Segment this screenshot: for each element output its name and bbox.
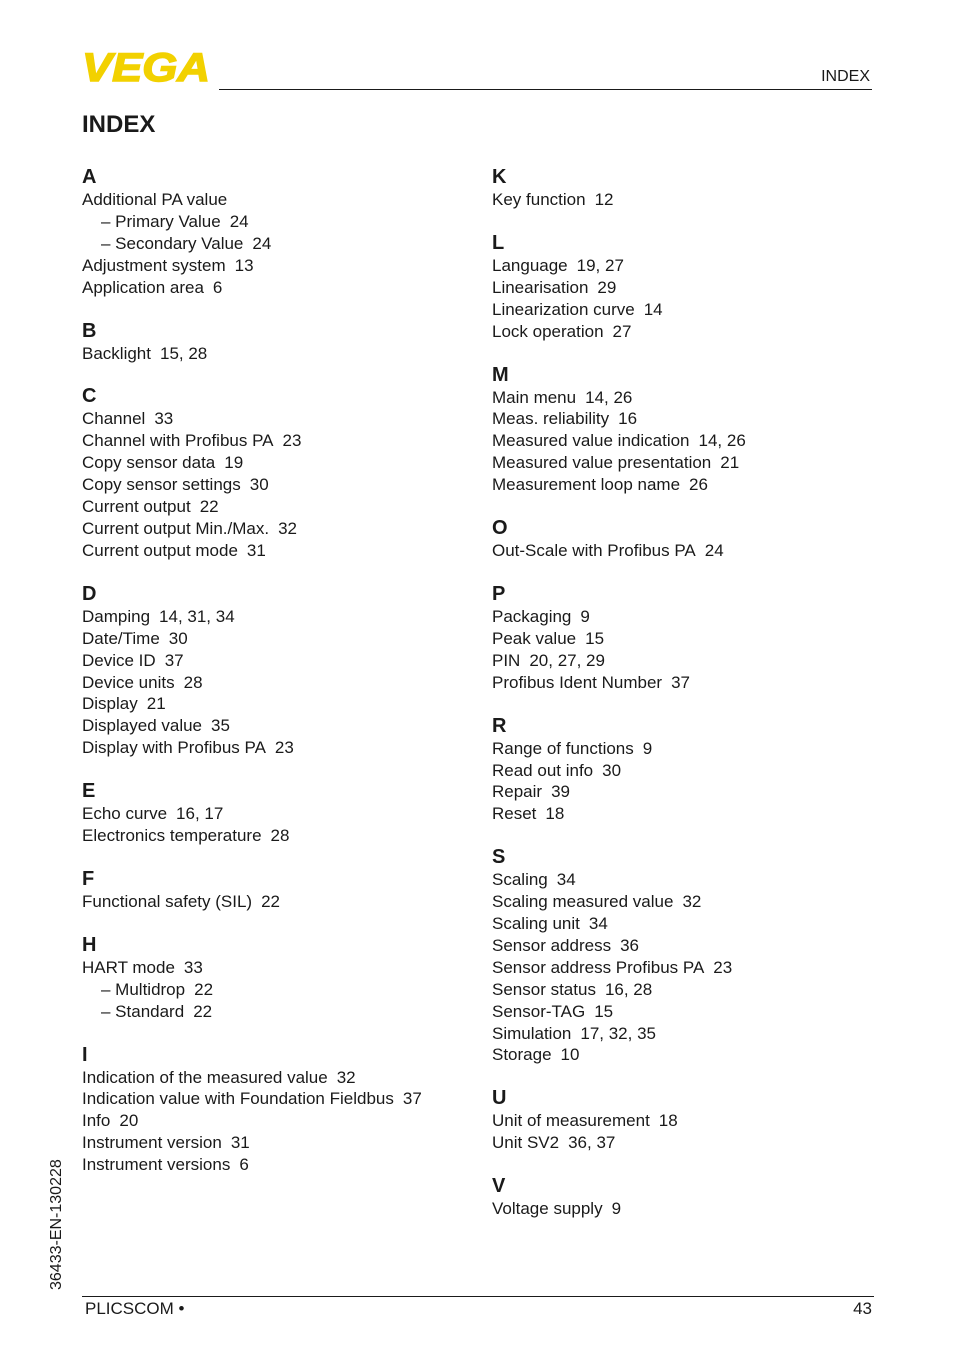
- entry-pages: 24: [704, 541, 724, 561]
- entry-term: Range of functions: [492, 738, 634, 758]
- entry-pages: 39: [551, 782, 571, 802]
- entry-pages: 31: [230, 1133, 250, 1153]
- index-entry: [492, 803, 892, 825]
- entry-pages: 10: [560, 1045, 580, 1065]
- entry-term: Storage: [492, 1045, 552, 1065]
- index-entry: [82, 255, 482, 277]
- index-section-v: [492, 1174, 892, 1220]
- entry-term: Sensor-TAG: [492, 1001, 586, 1021]
- entry-pages: 9: [611, 1199, 622, 1219]
- entry-pages: 14: [643, 299, 663, 319]
- entry-term: Indication value with Foundation Fieldbus: [82, 1089, 394, 1109]
- index-subentry: [82, 211, 482, 233]
- section-letter: E: [82, 780, 96, 803]
- entry-term: Current output mode: [82, 540, 238, 560]
- index-entry: [82, 1154, 482, 1176]
- index-entry: [492, 255, 892, 277]
- index-entry: [492, 1132, 892, 1154]
- footer-rule: [82, 1296, 874, 1297]
- entry-term: Scaling measured value: [492, 892, 674, 912]
- index-entry: [492, 277, 892, 299]
- index-entry: [492, 650, 892, 672]
- entry-pages: 36, 37: [568, 1133, 616, 1153]
- entry-pages: 14, 26: [698, 431, 746, 451]
- entry-pages: 20, 27, 29: [529, 650, 605, 670]
- entry-pages: 6: [212, 277, 223, 297]
- entry-pages: 28: [183, 672, 203, 692]
- page-title: INDEX: [82, 111, 156, 138]
- entry-term: Unit SV2: [492, 1133, 560, 1153]
- section-letter: H: [82, 933, 97, 956]
- entry-pages: 24: [252, 233, 272, 253]
- index-subentry: [82, 1001, 482, 1023]
- index-section-k: [492, 165, 892, 211]
- entry-term: Scaling unit: [492, 914, 580, 934]
- index-entry: [492, 1198, 892, 1220]
- entry-pages: 23: [282, 431, 302, 451]
- index-entry: [492, 1110, 892, 1132]
- index-entry: [492, 1023, 892, 1045]
- entry-pages: 22: [194, 979, 214, 999]
- section-letter: F: [82, 867, 95, 890]
- index-entry: [492, 628, 892, 650]
- entry-term: Channel with Profibus PA: [82, 431, 274, 451]
- index-section-d: [82, 582, 482, 759]
- index-section-s: [492, 845, 892, 1066]
- index-entry: [492, 1001, 892, 1023]
- index-entry: [492, 1044, 892, 1066]
- entry-term: Read out info: [492, 760, 594, 780]
- index-section-p: [492, 582, 892, 694]
- section-letter: A: [82, 166, 97, 188]
- index-entry: [82, 474, 482, 496]
- entry-pages: 15, 28: [159, 343, 208, 363]
- section-letter: I: [82, 1043, 88, 1066]
- entry-term: Out-Scale with Profibus PA: [492, 541, 696, 561]
- entry-pages: 30: [168, 628, 188, 648]
- index-entry: [82, 1088, 482, 1110]
- index-entry: [492, 738, 892, 760]
- entry-pages: 21: [146, 694, 166, 714]
- entry-term: Copy sensor data: [82, 453, 216, 473]
- entry-term: Language: [492, 255, 568, 275]
- entry-pages: 19, 27: [576, 255, 624, 275]
- entry-pages: 14, 31, 34: [159, 606, 235, 626]
- index-column-left: [82, 165, 482, 1196]
- entry-term: Meas. reliability: [492, 409, 610, 429]
- index-entry: [492, 957, 892, 979]
- entry-pages: 15: [594, 1001, 614, 1021]
- section-letter: D: [82, 582, 97, 605]
- index-entry: [492, 408, 892, 430]
- entry-pages: 16, 28: [604, 979, 653, 999]
- index-entry: [82, 452, 482, 474]
- index-entry: [82, 518, 482, 540]
- entry-term: – Standard: [101, 1001, 185, 1021]
- index-entry: [492, 299, 892, 321]
- entry-pages: 37: [402, 1089, 422, 1109]
- index-section-b: [82, 319, 482, 365]
- section-letter: L: [492, 231, 505, 254]
- index-entry: [82, 891, 482, 913]
- entry-term: Sensor status: [492, 979, 596, 999]
- entry-pages: 30: [249, 475, 269, 495]
- index-entry: [82, 957, 482, 979]
- index-entry: [492, 430, 892, 452]
- index-section-i: [82, 1043, 482, 1177]
- entry-pages: 22: [261, 891, 280, 911]
- running-head: INDEX: [821, 68, 870, 85]
- entry-pages: 29: [597, 277, 617, 297]
- index-entry: [82, 650, 482, 672]
- entry-term: PIN: [492, 650, 521, 670]
- entry-term: Date/Time: [82, 628, 160, 648]
- entry-pages: 32: [278, 518, 297, 538]
- page-number: 43: [853, 1299, 872, 1318]
- entry-pages: 33: [183, 957, 203, 977]
- entry-term: Copy sensor settings: [82, 475, 241, 495]
- index-entry: [492, 935, 892, 957]
- entry-term: Info: [82, 1111, 111, 1131]
- entry-pages: 17, 32, 35: [580, 1023, 656, 1043]
- index-section-f: [82, 867, 482, 913]
- entry-pages: 21: [720, 453, 740, 473]
- entry-pages: 34: [588, 914, 608, 934]
- index-entry: [492, 606, 892, 628]
- section-letter: K: [492, 166, 507, 188]
- entry-term: Packaging: [492, 606, 572, 626]
- index-entry: [82, 430, 482, 452]
- section-letter: B: [82, 319, 97, 342]
- index-subentry: [82, 233, 482, 255]
- index-entry: [82, 1067, 482, 1089]
- entry-pages: 14, 26: [585, 387, 633, 407]
- entry-pages: 16: [618, 409, 638, 429]
- entry-pages: 28: [270, 826, 290, 846]
- entry-term: Voltage supply: [492, 1199, 603, 1219]
- entry-pages: 16, 17: [176, 804, 224, 824]
- entry-term: Lock operation: [492, 321, 604, 341]
- vega-logo: [82, 50, 212, 84]
- index-entry: [82, 606, 482, 628]
- entry-term: Electronics temperature: [82, 826, 262, 846]
- entry-pages: 20: [119, 1111, 139, 1131]
- index-entry: [82, 277, 482, 299]
- index-section-a: [82, 165, 482, 299]
- entry-term: Additional PA value: [82, 190, 228, 209]
- index-section-u: [492, 1086, 892, 1154]
- index-section-h: [82, 933, 482, 1023]
- entry-term: Adjustment system: [82, 255, 226, 275]
- entry-term: Profibus Ident Number: [492, 672, 663, 692]
- entry-pages: 31: [246, 540, 266, 560]
- index-entry: [492, 672, 892, 694]
- entry-term: Application area: [82, 277, 204, 297]
- entry-term: – Secondary Value: [101, 233, 244, 253]
- entry-pages: 9: [642, 738, 653, 758]
- entry-term: Sensor address: [492, 935, 612, 955]
- entry-term: Measurement loop name: [492, 475, 681, 495]
- section-letter: S: [492, 846, 506, 869]
- index-entry: [82, 1132, 482, 1154]
- index-section-o: [492, 516, 892, 562]
- entry-pages: 32: [682, 892, 702, 912]
- index-entry: [492, 189, 892, 211]
- entry-pages: 24: [229, 211, 249, 231]
- section-letter: V: [492, 1175, 506, 1198]
- index-section-e: [82, 779, 482, 847]
- entry-pages: 36: [620, 935, 639, 955]
- footer-product: PLICSCOM •: [85, 1299, 185, 1318]
- index-entry: [492, 452, 892, 474]
- entry-term: Display with Profibus PA: [82, 738, 266, 758]
- entry-term: – Primary Value: [101, 211, 221, 231]
- entry-term: Scaling: [492, 870, 548, 890]
- index-entry: [82, 343, 482, 365]
- section-letter: U: [492, 1087, 507, 1110]
- index-subentry: [82, 979, 482, 1001]
- entry-term: Main menu: [492, 387, 577, 407]
- entry-term: Key function: [492, 190, 586, 209]
- index-entry: [82, 408, 482, 430]
- entry-pages: 27: [612, 321, 632, 341]
- section-letter: R: [492, 714, 507, 737]
- entry-term: Reset: [492, 804, 537, 824]
- entry-term: Linearisation: [492, 277, 589, 297]
- entry-pages: 34: [556, 870, 576, 890]
- index-entry: [492, 760, 892, 782]
- entry-term: Repair: [492, 782, 543, 802]
- svg-text:VEGA: VEGA: [82, 50, 210, 84]
- entry-term: Channel: [82, 409, 146, 429]
- entry-pages: 9: [580, 606, 590, 626]
- entry-pages: 15: [585, 628, 605, 648]
- index-entry: [492, 321, 892, 343]
- entry-pages: 35: [211, 716, 230, 736]
- entry-pages: 23: [274, 738, 294, 758]
- entry-term: Linearization curve: [492, 299, 635, 319]
- entry-term: Device ID: [82, 650, 156, 670]
- entry-pages: 37: [164, 650, 184, 670]
- entry-term: Device units: [82, 672, 175, 692]
- entry-term: Measured value presentation: [492, 453, 712, 473]
- index-section-l: [492, 231, 892, 343]
- entry-term: Functional safety (SIL): [82, 891, 253, 911]
- entry-pages: 26: [689, 475, 708, 495]
- index-section-c: [82, 384, 482, 561]
- entry-term: Instrument version: [82, 1133, 222, 1153]
- entry-pages: 6: [239, 1155, 249, 1175]
- entry-term: Instrument versions: [82, 1155, 231, 1175]
- index-entry: [492, 540, 892, 562]
- index-entry: [492, 869, 892, 891]
- entry-pages: 19: [224, 453, 244, 473]
- index-entry: [492, 913, 892, 935]
- entry-pages: 37: [671, 672, 691, 692]
- index-entry: [82, 693, 482, 715]
- entry-term: Current output Min./Max.: [82, 518, 270, 538]
- index-entry: [82, 803, 482, 825]
- entry-term: Measured value indication: [492, 431, 690, 451]
- entry-pages: 33: [154, 409, 174, 429]
- entry-term: – Multidrop: [101, 979, 186, 999]
- index-entry: [82, 496, 482, 518]
- entry-term: Unit of measurement: [492, 1111, 650, 1131]
- entry-pages: 22: [193, 1001, 213, 1021]
- entry-term: Damping: [82, 606, 151, 626]
- index-entry: [82, 672, 482, 694]
- index-entry: [492, 387, 892, 409]
- index-section-m: [492, 363, 892, 497]
- index-entry: [492, 781, 892, 803]
- section-letter: M: [492, 363, 509, 386]
- entry-term: Echo curve: [82, 804, 168, 824]
- header-rule: [219, 89, 872, 90]
- entry-term: Indication of the measured value: [82, 1067, 328, 1087]
- entry-term: Backlight: [82, 343, 151, 363]
- section-letter: O: [492, 517, 508, 540]
- index-entry: [82, 715, 482, 737]
- index-entry: [492, 891, 892, 913]
- entry-term: Peak value: [492, 628, 577, 648]
- document-id: 36433-EN-130228: [48, 1159, 65, 1290]
- section-letter: C: [82, 385, 97, 408]
- entry-pages: 23: [713, 957, 733, 977]
- entry-pages: 12: [594, 190, 614, 209]
- entry-term: Displayed value: [82, 716, 203, 736]
- entry-term: HART mode: [82, 957, 175, 977]
- index-entry: [82, 737, 482, 759]
- entry-pages: 32: [336, 1067, 356, 1087]
- index-entry: [82, 1110, 482, 1132]
- entry-term: Current output: [82, 497, 191, 517]
- entry-pages: 30: [602, 760, 622, 780]
- entry-term: Display: [82, 694, 138, 714]
- entry-pages: 18: [545, 804, 565, 824]
- entry-pages: 22: [199, 497, 219, 517]
- entry-pages: 18: [658, 1111, 678, 1131]
- index-entry: [492, 474, 892, 496]
- index-entry: [82, 825, 482, 847]
- entry-term: Simulation: [492, 1023, 572, 1043]
- index-entry: [82, 628, 482, 650]
- index-entry: [492, 979, 892, 1001]
- index-entry: [82, 540, 482, 562]
- index-section-r: [492, 714, 892, 826]
- index-entry: [82, 189, 482, 211]
- index-column-right: [492, 165, 892, 1240]
- section-letter: P: [492, 582, 506, 605]
- entry-pages: 13: [234, 255, 254, 275]
- entry-term: Sensor address Profibus PA: [492, 957, 705, 977]
